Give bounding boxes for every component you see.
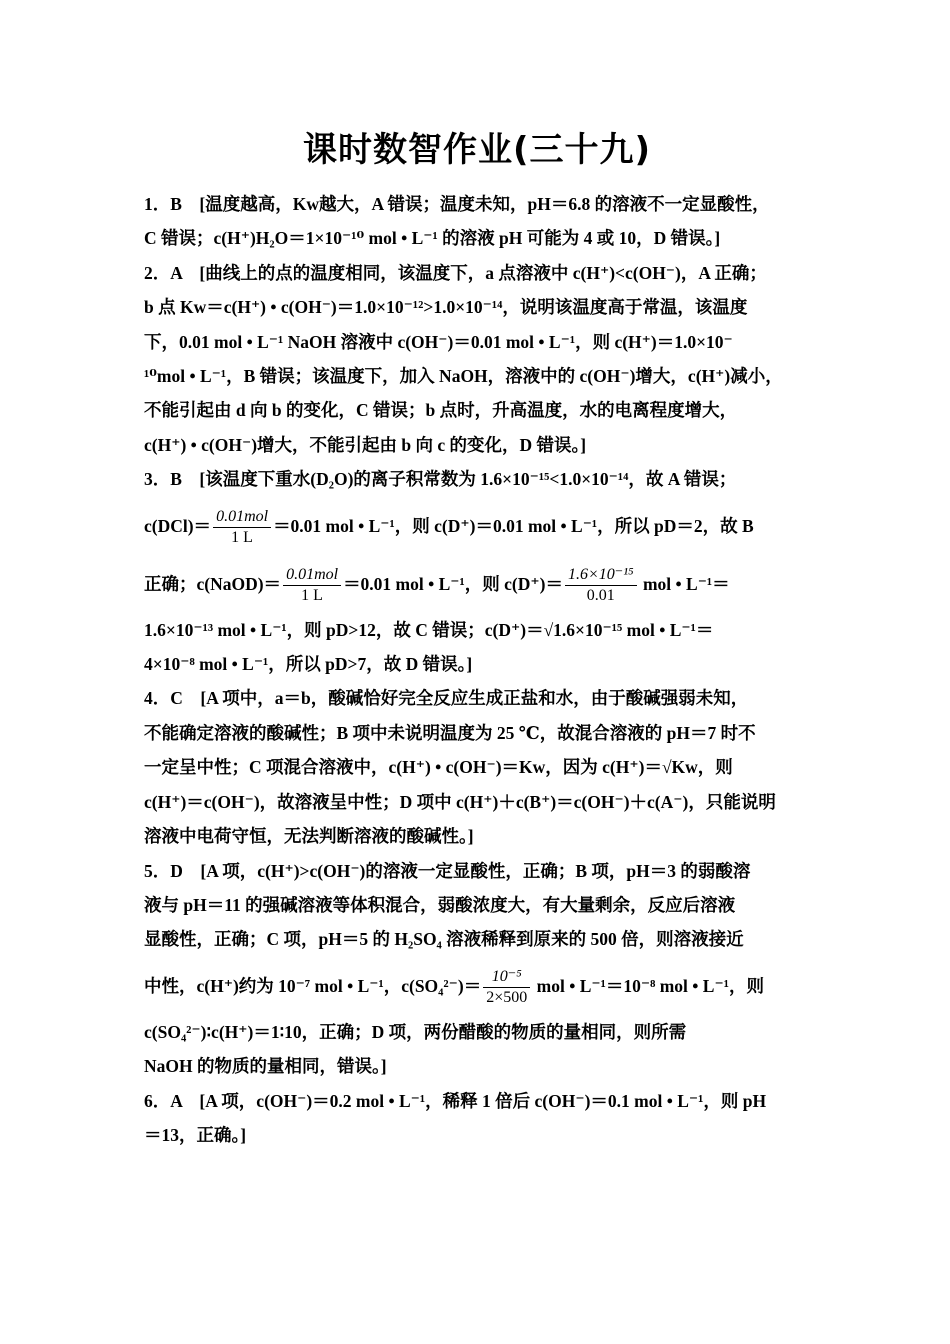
- fraction-denominator: 1 L: [301, 587, 323, 605]
- text-line: 2．A [曲线上的点的温度相同，该温度下，a 点溶液中 c(H⁺)<c(OH⁻)，A 正确；: [144, 262, 767, 283]
- text-line: 6．A [A 项，c(OH⁻)＝0.2 mol • L⁻¹，稀释 1 倍后 c(OH⁻)＝0.1 mol • L⁻¹，则 pH: [144, 1090, 767, 1111]
- fraction: [483, 967, 530, 1008]
- text-line: 一定呈中性；C 项混合溶液中，c(H⁺) • c(OH⁻)＝Kw，因为 c(H⁺)＝√Kw，则: [144, 757, 733, 778]
- text-segment: 中性，c(H⁺)约为 10⁻⁷ mol • L⁻¹，c(SO₄²⁻)＝: [144, 975, 482, 996]
- fraction-denominator: 0.01: [586, 587, 615, 605]
- text-line: 1.6×10⁻¹³ mol • L⁻¹，则 pD>12，故 C 错误；c(D⁺)＝√1.6×10⁻¹⁵ mol • L⁻¹＝: [144, 619, 714, 640]
- text-line: 不能确定溶液的酸碱性；B 项中未说明温度为 25 ℃，故混合溶液的 pH＝7 时不: [144, 722, 756, 743]
- fraction: [213, 507, 271, 548]
- answer-item-2: [144, 256, 810, 462]
- answer-item-3: [144, 462, 810, 681]
- fraction-denominator: 1 L: [231, 529, 253, 547]
- text-line: NaOH 的物质的量相同，错误。]: [144, 1056, 387, 1077]
- fraction: [283, 565, 341, 606]
- answer-item-6: [144, 1084, 810, 1153]
- fraction-numerator: 0.01mol: [283, 565, 341, 586]
- fraction-line: [144, 957, 810, 1015]
- text-line: 4．C [A 项中，a＝b，酸碱恰好完全反应生成正盐和水，由于酸碱强弱未知，: [144, 688, 749, 709]
- answer-item-1: [144, 187, 810, 256]
- answer-item-5: [144, 854, 810, 1084]
- text-segment: 正确；c(NaOD)＝: [144, 573, 282, 594]
- text-line: 5．D [A 项，c(H⁺)>c(OH⁻)的溶液一定显酸性，正确；B 项，pH＝3 的弱酸溶: [144, 860, 751, 881]
- text-line: 溶液中电荷守恒，无法判断溶液的酸碱性。]: [144, 826, 474, 847]
- fraction-numerator: 10⁻⁵: [483, 967, 530, 988]
- text-line: 液与 pH＝11 的强碱溶液等体积混合，弱酸浓度大，有大量剩余，反应后溶液: [144, 894, 736, 915]
- text-line: 下，0.01 mol • L⁻¹ NaOH 溶液中 c(OH⁻)＝0.01 mol • L⁻¹，则 c(H⁺)＝1.0×10⁻: [144, 331, 733, 352]
- text-line: C 错误；c(H⁺)H₂O＝1×10⁻¹⁰ mol • L⁻¹ 的溶液 pH 可能为 4 或 10，D 错误。]: [144, 228, 721, 249]
- text-line: 4×10⁻⁸ mol • L⁻¹，所以 pD>7，故 D 错误。]: [144, 654, 473, 675]
- fraction-line: [144, 497, 810, 555]
- text-line: c(H⁺) • c(OH⁻)增大，不能引起由 b 向 c 的变化，D 错误。]: [144, 434, 587, 455]
- document-page: [144, 122, 810, 1152]
- text-line: ＝13，正确。]: [144, 1124, 247, 1145]
- text-line: c(H⁺)＝c(OH⁻)，故溶液呈中性；D 项中 c(H⁺)＋c(B⁺)＝c(OH⁻)＋c(A⁻)，只能说明: [144, 791, 776, 812]
- text-line: 不能引起由 d 向 b 的变化，C 错误；b 点时，升高温度，水的电离程度增大，: [144, 400, 738, 421]
- text-line: 显酸性，正确；C 项，pH＝5 的 H₂SO₄ 溶液稀释到原来的 500 倍，则溶液接近: [144, 929, 744, 950]
- text-line: 3．B [该温度下重水(D₂O)的离子积常数为 1.6×10⁻¹⁵<1.0×10⁻¹⁴，故 A 错误；: [144, 469, 737, 490]
- fraction-numerator: 1.6×10⁻¹⁵: [565, 565, 637, 586]
- text-segment: mol • L⁻¹＝: [638, 573, 730, 594]
- fraction: [565, 565, 637, 606]
- fraction-numerator: 0.01mol: [213, 507, 271, 528]
- text-line: 1．B [温度越高，Kw越大，A 错误；温度未知，pH＝6.8 的溶液不一定显酸性，: [144, 194, 770, 214]
- fraction-line: [144, 555, 810, 613]
- text-segment: mol • L⁻¹＝10⁻⁸ mol • L⁻¹，则: [532, 975, 764, 996]
- text-line: b 点 Kw＝c(H⁺) • c(OH⁻)＝1.0×10⁻¹²>1.0×10⁻¹⁴，说明该温度高于常温，该温度: [144, 297, 748, 318]
- text-line: c(SO₄²⁻)∶c(H⁺)＝1∶10，正确；D 项，两份醋酸的物质的量相同，则所需: [144, 1021, 687, 1042]
- answer-item-4: [144, 681, 810, 853]
- text-segment: ＝0.01 mol • L⁻¹，则 c(D⁺)＝: [343, 573, 563, 594]
- text-segment: c(DCl)＝: [144, 515, 212, 536]
- text-segment: ＝0.01 mol • L⁻¹，则 c(D⁺)＝0.01 mol • L⁻¹，所以 pD＝2，故 B: [273, 515, 754, 536]
- fraction-denominator: 2×500: [486, 989, 528, 1007]
- page-title: 课时数智作业(三十九): [302, 130, 652, 170]
- text-line: ¹⁰mol • L⁻¹，B 错误；该温度下，加入 NaOH，溶液中的 c(OH⁻)增大，c(H⁺)减小，: [144, 366, 783, 387]
